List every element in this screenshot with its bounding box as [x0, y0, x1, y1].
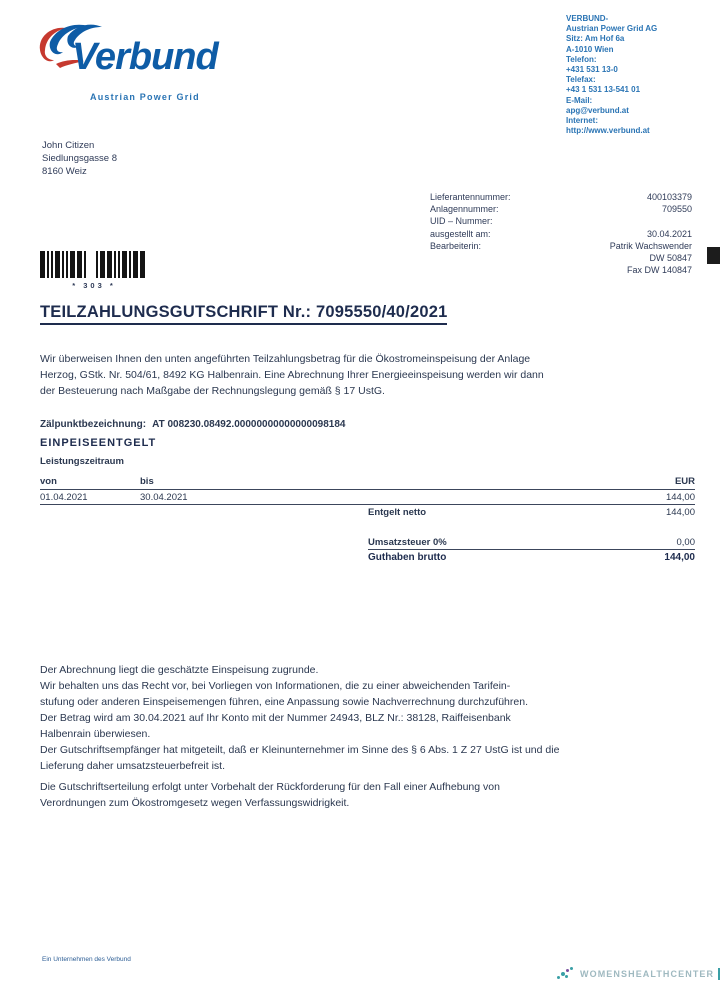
contact-line: Telefax:	[566, 75, 596, 85]
meta-row	[430, 228, 692, 240]
barcode-bar	[55, 251, 60, 278]
period-amount: 144,00	[665, 492, 695, 503]
meta-label: Bearbeiterin:	[430, 240, 482, 251]
summary-rule	[368, 549, 695, 550]
barcode	[40, 251, 148, 278]
summary-value: 144,00	[665, 507, 695, 518]
meta-value: Fax DW 140847	[626, 265, 692, 276]
meta-value: 30.04.2021	[646, 228, 692, 239]
paragraph-line: Lieferung daher umsatzsteuerbefreit ist.	[40, 760, 226, 772]
contact-line: +43 1 531 13-541 01	[566, 85, 641, 95]
contact-line: A-1010 Wien	[566, 44, 614, 54]
barcode-bar	[62, 251, 64, 278]
table-rule	[40, 504, 695, 505]
paragraph-line: Verordnungen zum Ökostromgesetz wegen Verfassungswidrigkeit.	[40, 797, 350, 809]
contact-line: E-Mail:	[566, 95, 593, 105]
contact-email: apg@verbund.at	[566, 105, 629, 115]
document-title: TEILZAHLUNGSGUTSCHRIFT Nr.: 7095550/40/2021	[40, 303, 447, 325]
intro-paragraph	[40, 351, 544, 399]
contact-line: +431 531 13-0	[566, 65, 618, 75]
paragraph-line: Wir behalten uns das Recht vor, bei Vorliegen von Informationen, die zu einer abweichenden Tarifein-	[40, 680, 511, 692]
barcode-bar	[77, 251, 82, 278]
meta-label: ausgestellt am:	[430, 228, 491, 239]
recipient-street: Siedlungsgasse 8	[42, 153, 117, 164]
table-rule	[40, 489, 695, 490]
summary-label: Umsatzsteuer 0%	[368, 537, 447, 548]
reservation-paragraph	[40, 779, 500, 811]
paragraph-line: Der Betrag wird am 30.04.2021 auf Ihr Konto mit der Nummer 24943, BLZ Nr.: 38128, Raiffeisenbank	[40, 712, 511, 724]
paragraph-line: der Besteuerung nach Maßgabe der Rechnungslegung gemäß § 17 UstG.	[40, 385, 385, 397]
barcode-bar	[70, 251, 75, 278]
contact-line: Internet:	[566, 116, 598, 126]
meta-row	[430, 264, 692, 276]
col-header-bis: bis	[140, 476, 154, 487]
paragraph-line: Halbenrain überwiesen.	[40, 728, 151, 740]
paragraph-line: Die Gutschriftserteilung erfolgt unter Vorbehalt der Rückforderung für den Fall einer Aufhebung von	[40, 781, 500, 793]
recipient-address-block	[42, 139, 117, 178]
barcode-bar	[129, 251, 131, 278]
recipient-city: 8160 Weiz	[42, 166, 87, 177]
period-end-date: 30.04.2021	[140, 492, 188, 503]
barcode-bar	[84, 251, 86, 278]
paragraph-line: Der Gutschriftsempfänger hat mitgeteilt, daß er Kleinunternehmer im Sinne des § 6 Abs. 1 Z 27 UstG ist und die	[40, 744, 560, 756]
paragraph-line: Herzog, GStk. Nr. 504/61, 8492 KG Halbenrain. Eine Abrechnung Ihrer Energieeinspeisung werden wir dann	[40, 369, 544, 381]
barcode-bar	[107, 251, 112, 278]
contact-website: http://www.verbund.at	[566, 126, 650, 136]
brand-tagline: Austrian Power Grid	[90, 92, 200, 102]
metering-point-line	[40, 419, 351, 430]
summary-value: 0,00	[676, 537, 695, 548]
contact-line: Austrian Power Grid AG	[566, 24, 658, 34]
meta-value: 709550	[661, 204, 692, 215]
scan-artifact-mark	[707, 247, 720, 264]
barcode-bar	[47, 251, 49, 278]
metering-point-label: Zälpunktbezeichnung:	[40, 419, 147, 430]
document-meta-block	[430, 191, 692, 276]
meta-label: Anlagennummer:	[430, 204, 499, 215]
table-header-row	[40, 476, 695, 488]
barcode-bar	[96, 251, 98, 278]
paragraph-line: stufung oder anderen Einspeisemengen führen, eine Anpassung sowie Nachverrechnung durchzuführen.	[40, 696, 528, 708]
meta-value: Patrik Wachswender	[609, 240, 692, 251]
paragraph-line: Wir überweisen Ihnen den unten angeführten Teilzahlungsbetrag für die Ökostromeinspeisung der Anlage	[40, 353, 531, 365]
summary-value: 144,00	[664, 552, 695, 563]
watermark-dots-icon	[556, 966, 576, 982]
meta-label: Lieferantennummer:	[430, 192, 511, 202]
contact-line: VERBUND-	[566, 14, 609, 23]
watermark-name: WOMENSHEALTHCENTER	[580, 969, 715, 979]
barcode-bar	[51, 251, 53, 278]
barcode-bar	[133, 251, 138, 278]
metering-point-value: AT 008230.08492.00000000000000098184	[152, 419, 346, 430]
meta-value: 400103379	[646, 192, 692, 202]
table-row	[40, 492, 695, 504]
recipient-name: John Citizen	[42, 140, 95, 151]
brand-wordmark: Verbund	[72, 36, 218, 78]
summary-label: Guthaben brutto	[368, 552, 447, 563]
summary-label: Entgelt netto	[368, 507, 427, 518]
barcode-bar	[66, 251, 68, 278]
meta-row	[430, 203, 692, 215]
barcode-space	[88, 251, 94, 278]
meta-label: UID – Nummer:	[430, 216, 493, 227]
meta-value: DW 50847	[649, 253, 692, 264]
barcode-bar	[100, 251, 105, 278]
meta-row	[430, 240, 692, 252]
watermark	[556, 966, 720, 982]
period-start-date: 01.04.2021	[40, 492, 88, 503]
contact-line: Sitz: Am Hof 6a	[566, 34, 625, 44]
barcode-bar	[122, 251, 127, 278]
fee-section-title: EINPEISEENTGELT	[40, 437, 157, 449]
barcode-bar	[114, 251, 116, 278]
meta-row	[430, 215, 692, 227]
barcode-bar	[140, 251, 145, 278]
meta-row	[430, 252, 692, 264]
col-header-von: von	[40, 476, 57, 487]
barcode-caption: * 303 *	[72, 281, 116, 290]
footer-company-note: Ein Unternehmen des Verbund	[42, 956, 131, 963]
service-period-label: Leistungszeitraum	[40, 456, 124, 467]
contact-line: Telefon:	[566, 54, 597, 64]
meta-row	[430, 191, 692, 203]
paragraph-line: Der Abrechnung liegt die geschätzte Einspeisung zugrunde.	[40, 664, 319, 676]
col-header-eur: EUR	[674, 476, 695, 487]
terms-paragraph	[40, 662, 559, 774]
barcode-bar	[118, 251, 120, 278]
barcode-bar	[40, 251, 45, 278]
issuer-contact-block	[566, 14, 716, 136]
